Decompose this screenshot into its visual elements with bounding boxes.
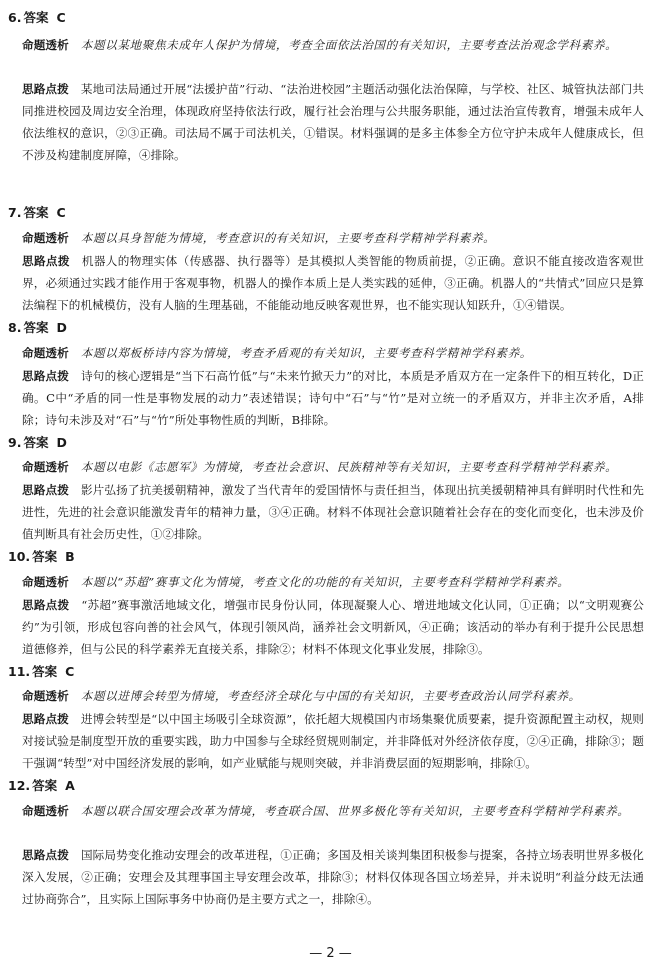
analysis-label: 命题透析 [22,38,69,52]
answer-letter: A [65,778,75,793]
analysis-text: 本题以电影《志愿军》为情境，考查社会意识、民族精神等有关知识，主要考查科学精神学科素养。 [80,460,618,474]
question-number: 6. [8,10,22,25]
analysis-text: 本题以进博会转型为情境，考查经济全球化与中国的有关知识，主要考查政治认同学科素养。 [80,689,581,703]
analysis-text: 本题以某地聚焦未成年人保护为情境，考查全面依法治国的有关知识，主要考查法治观念学科素养。 [80,38,618,52]
hint-paragraph [22,78,644,166]
hint-text: 进博会转型是“以中国主场吸引全球资源”，依托超大规模国内市场集聚优质要素，提升资源配置主动权，规则对接试验是制度型开放的重要实践，助力中国参与全球经贸规则制定，并非降低对外经济依存度，②④正确，排除③；题干强调“转型”对中国经济发展的影响，如产业赋能与规则突破，并非消费层面的短期影响，排除①。 [22,712,644,771]
answer-letter: C [56,10,66,25]
hint-text: 影片弘扬了抗美援朝精神，激发了当代青年的爱国情怀与责任担当，体现出抗美援朝精神具有鲜明时代性和先进性，先进的社会意识能激发青年的精神力量，③④正确。材料不体现社会意识随着社会存在的变化而变化，也未涉及价值判断具有社会历史性，①②排除。 [22,483,644,542]
answer-label: 答案 [32,778,58,793]
analysis-paragraph [22,227,644,249]
answer-label: 答案 [23,205,49,220]
hint-paragraph [22,844,644,910]
analysis-label: 命题透析 [22,460,69,474]
answer-letter: D [56,320,67,335]
hint-paragraph [22,479,644,545]
analysis-paragraph [22,685,644,707]
answer-line [8,8,66,26]
hint-text: 机器人的物理实体（传感器、执行器等）是其模拟人类智能的物质前提，②正确。意识不能直接改造客观世界，必须通过实践才能作用于客观事物，机器人的操作本质上是人类实践的延伸，③正确。机器人的“共情式”回应只是算法编程下的机械模仿，没有人脑的生理基础，不能能动地反映客观世界，也不能实现认知跃升，①④错误。 [22,254,645,313]
analysis-label: 命题透析 [22,689,69,703]
hint-text: “苏超”赛事激活地域文化，增强市民身份认同，体现凝聚人心、增进地域文化认同，①正确；以“文明观赛公约”为引领，形成包容向善的社会风气，体现引领风尚，涵养社会文明新风，④正确；该活动的举办有利于提升公民思想道德修养，但与公民的科学素养无直接关系，排除②；材料不体现文化事业发展，排除③。 [22,598,645,657]
question-number: 12. [8,778,31,793]
page-number: — 2 — [309,946,352,961]
answer-letter: D [56,435,67,450]
hint-paragraph [22,365,644,431]
answer-letter: C [65,664,75,679]
question-number: 9. [8,435,22,450]
analysis-text: 本题以联合国安理会改革为情境，考查联合国、世界多极化等有关知识，主要考查科学精神学科素养。 [80,804,630,818]
analysis-paragraph [22,571,644,593]
analysis-paragraph [22,456,644,478]
answer-line [8,318,67,336]
question-number: 7. [8,205,22,220]
answer-line [8,662,74,680]
hint-paragraph [22,594,644,660]
answer-label: 答案 [32,549,58,564]
answer-line [8,776,75,794]
answer-label: 答案 [23,320,49,335]
hint-label: 思路点拨 [22,254,70,268]
analysis-label: 命题透析 [22,346,69,360]
analysis-label: 命题透析 [22,804,69,818]
answer-letter: C [56,205,66,220]
hint-label: 思路点拨 [22,712,69,726]
hint-label: 思路点拨 [22,848,69,862]
analysis-label: 命题透析 [22,231,69,245]
answer-label: 答案 [23,435,49,450]
analysis-paragraph [22,800,644,822]
hint-label: 思路点拨 [22,483,69,497]
analysis-label: 命题透析 [22,575,69,589]
hint-label: 思路点拨 [22,598,70,612]
analysis-text: 本题以具身智能为情境，考查意识的有关知识，主要考查科学精神学科素养。 [80,231,496,245]
analysis-paragraph [22,342,644,364]
answer-line [8,433,67,451]
hint-paragraph [22,708,644,774]
hint-text: 国际局势变化推动安理会的改革进程，①正确；多国及相关谈判集团积极参与提案，各持立场表明世界多极化深入发展，②正确；安理会及其理事国主导安理会改革，排除③；材料仅体现各国立场差异，并未说明“利益分歧无法通过协商弥合”，且实际上国际事务中协商仍是主要方式之一，排除④。 [22,848,644,907]
analysis-text: 本题以“苏超”赛事文化为情境，考查文化的功能的有关知识，主要考查科学精神学科素养。 [80,575,570,589]
hint-paragraph [22,250,644,316]
question-number: 10. [8,549,31,564]
question-number: 8. [8,320,22,335]
hint-label: 思路点拨 [22,369,70,383]
answer-line [8,547,75,565]
answer-line [8,203,66,221]
question-number: 11. [8,664,31,679]
hint-label: 思路点拨 [22,82,69,96]
answer-letter: B [65,549,75,564]
hint-text: 某地司法局通过开展“法援护苗”行动、“法治进校园”主题活动强化法治保障，与学校、社区、城管执法部门共同推进校园及周边安全治理，体现政府坚持依法行政，履行社会治理与公共服务职能，通过法治宣传教育，增强未成年人依法维权的意识，②③正确。司法局不属于司法机关，①错误。材料强调的是多主体参全方位守护未成年人健康成长，但不涉及构建制度屏障，④排除。 [22,82,644,163]
answer-label: 答案 [32,664,58,679]
analysis-paragraph [22,34,644,56]
answer-label: 答案 [23,10,49,25]
analysis-text: 本题以郑板桥诗内容为情境，考查矛盾观的有关知识，主要考查科学精神学科素养。 [80,346,532,360]
hint-text: 诗句的核心逻辑是“当下石高竹低”与“未来竹掀天力”的对比，本质是矛盾双方在一定条件下的相互转化，D正确。C中“矛盾的同一性是事物发展的动力”表述错误；诗句中“石”与“竹”是对立统一的矛盾双方，并非主次矛盾，A排除；诗句未涉及对“石”与“竹”所处事物性质的判断，B排除。 [22,369,644,428]
